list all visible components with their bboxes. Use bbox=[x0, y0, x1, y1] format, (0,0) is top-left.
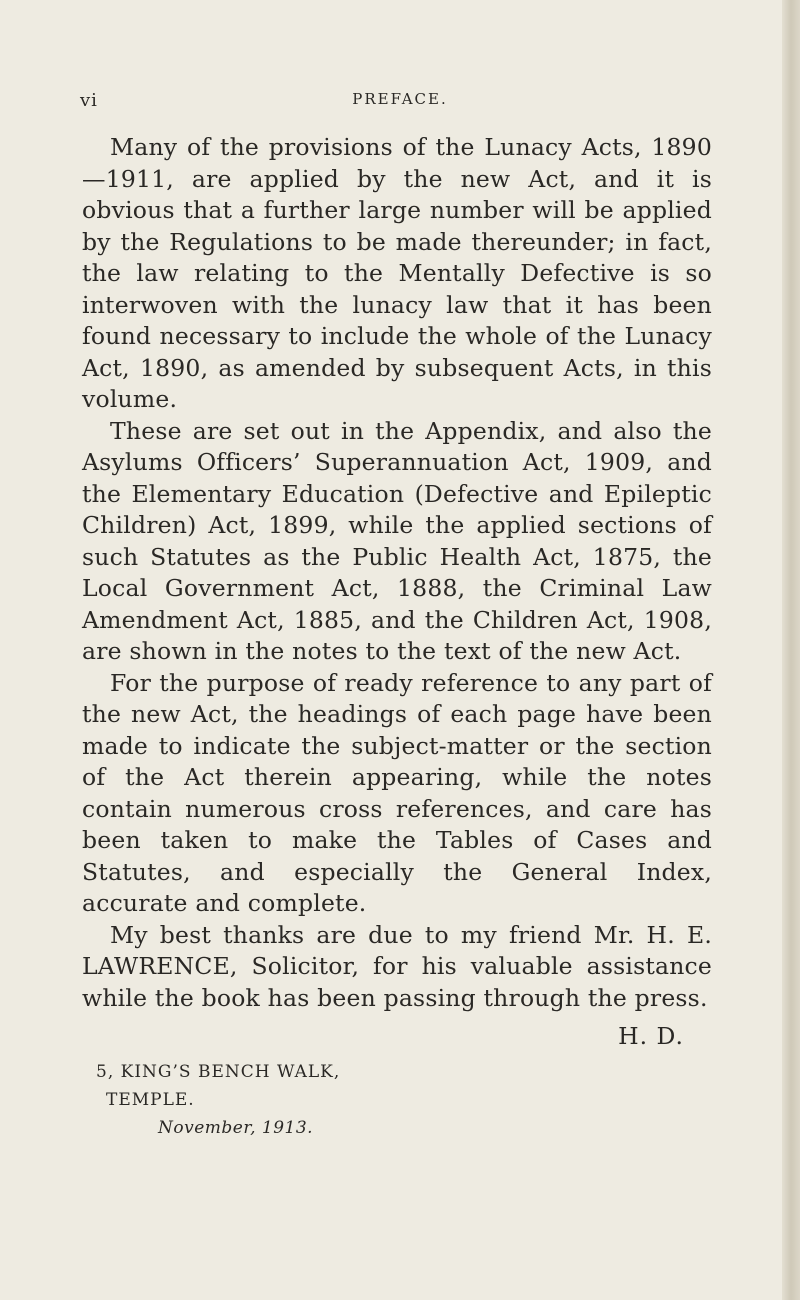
page-header bbox=[0, 90, 800, 114]
preface-date: November, 1913. bbox=[158, 1118, 314, 1138]
address-line: TEMPLE. bbox=[106, 1090, 195, 1110]
address-line: 5, KING’S BENCH WALK, bbox=[96, 1062, 341, 1082]
paragraph: My best thanks are due to my friend Mr. H. E. LAWRENCE, Solicitor, for his valuable assistance while the book has been passing through the press. bbox=[82, 920, 712, 1012]
paragraph: Many of the provisions of the Lunacy Acts, 1890 —1911, are applied by the new Act, and it is obvious that a further large number will be applied by the Regulations to be made thereunder; in fact, the law relating to the Mentally Defective is so interwoven with the lunacy law that it has been found necessary to include the whole of the Lunacy Act, 1890, as amended by subsequent Acts, in this volume. bbox=[82, 133, 712, 413]
page-edge bbox=[782, 0, 800, 1300]
page-number: vi bbox=[80, 90, 98, 111]
author-initials: H. D. bbox=[618, 1022, 684, 1050]
preface-body bbox=[82, 132, 712, 1142]
paragraph: These are set out in the Appendix, and also the Asylums Officers’ Superannuation Act, 1909, and the Elementary Education (Defective and Epileptic Children) Act, 1899, while the applied sections of such Statutes as the Public Health Act, 1875, the Local Government Act, 1888, the Criminal Law Amendment Act, 1885, and the Children Act, 1908, are shown in the notes to the text of the new Act. bbox=[82, 416, 712, 665]
running-head: PREFACE. bbox=[352, 90, 448, 108]
paragraph: For the purpose of ready reference to any part of the new Act, the headings of each page have been made to indicate the subject-matter or the section of the Act therein appearing, while the notes contain numerous cross references, and care has been taken to make the Tables of Cases and Statutes, and especially the General Index, accurate and complete. bbox=[82, 668, 712, 917]
author-address bbox=[96, 1058, 712, 1142]
